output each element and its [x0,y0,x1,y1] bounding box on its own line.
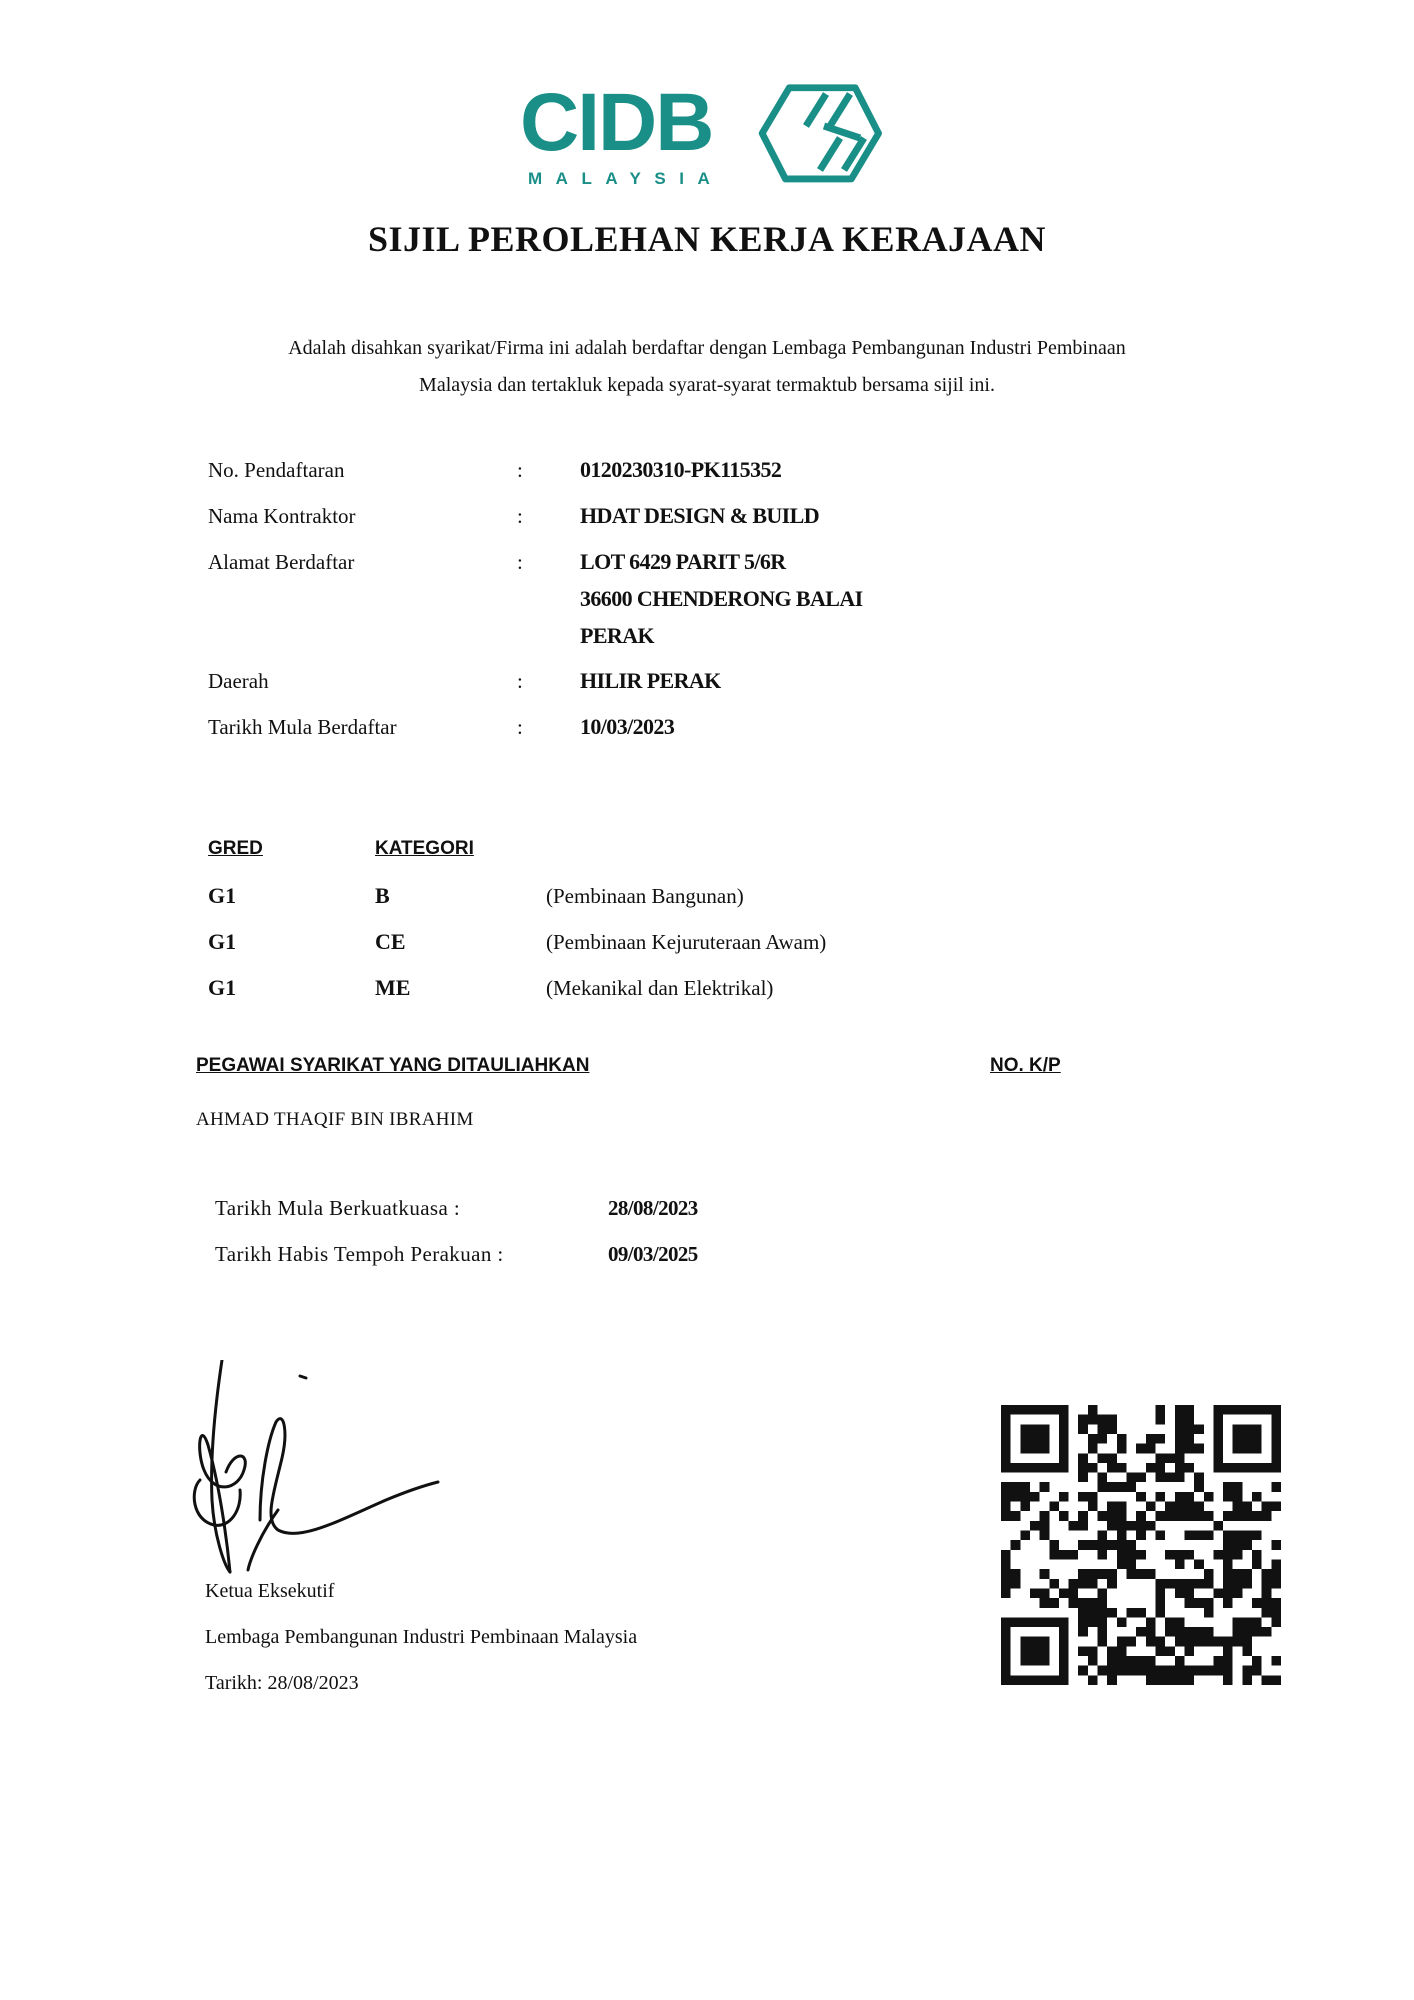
address-line-3: PERAK [580,623,655,648]
category-header: KATEGORI [375,838,474,859]
district-value: HILIR PERAK [580,668,721,693]
registration-date-label: Tarikh Mula Berdaftar [208,715,397,739]
effective-date-label: Tarikh Mula Berkuatkuasa : [215,1196,461,1220]
logo-emblem-icon [762,88,878,179]
colon: : [517,504,523,528]
intro-line-2: Malaysia dan tertakluk kepada syarat-syarat termaktub bersama sijil ini. [419,374,995,396]
registration-number-label: No. Pendaftaran [208,458,345,482]
grade-value: G1 [208,929,237,954]
address-line-2: 36600 CHENDERONG BALAI [580,586,863,611]
intro-line-1: Adalah disahkan syarikat/Firma ini adalah berdaftar dengan Lembaga Pembangunan Industri Pembinaan [288,337,1126,359]
registered-address-value [580,543,863,654]
category-value: ME [375,975,411,1000]
contractor-name-value: HDAT DESIGN & BUILD [580,503,820,528]
officer-header: PEGAWAI SYARIKAT YANG DITAULIAHKAN [196,1055,590,1076]
kp-header: NO. K/P [990,1055,1061,1076]
logo-text: CIDB [520,78,713,168]
grade-header: GRED [208,838,263,859]
officer-name: AHMAD THAQIF BIN IBRAHIM [196,1109,474,1130]
district-label: Daerah [208,669,269,693]
qr-code-icon [1001,1405,1281,1685]
signatory-date: Tarikh: 28/08/2023 [205,1672,359,1694]
signature [190,1360,450,1575]
certificate-title: SIJIL PEROLEHAN KERJA KERAJAAN [367,219,1047,259]
colon: : [517,458,523,482]
colon: : [517,715,523,739]
category-value: CE [375,929,406,954]
category-description: (Pembinaan Kejuruteraan Awam) [546,930,827,954]
contractor-name-label: Nama Kontraktor [208,504,356,528]
category-description: (Pembinaan Bangunan) [546,884,744,908]
category-description: (Mekanikal dan Elektrikal) [546,976,774,1000]
registered-address-label: Alamat Berdaftar [208,550,355,574]
grade-value: G1 [208,975,237,1000]
registration-number-value: 0120230310-PK115352 [580,457,782,482]
category-value: B [375,883,390,908]
signatory-title: Ketua Eksekutif [205,1580,335,1602]
cidb-logo [520,78,900,193]
registration-date-value: 10/03/2023 [580,714,675,739]
address-line-1: LOT 6429 PARIT 5/6R [580,549,786,574]
signatory-organisation: Lembaga Pembangunan Industri Pembinaan Malaysia [205,1626,638,1648]
effective-date-value: 28/08/2023 [608,1196,698,1220]
colon: : [517,669,523,693]
colon: : [517,550,523,574]
expiry-date-value: 09/03/2025 [608,1242,698,1266]
expiry-date-label: Tarikh Habis Tempoh Perakuan : [215,1242,504,1266]
grade-value: G1 [208,883,237,908]
intro-text [150,330,1264,404]
logo-subtext: MALAYSIA [528,169,724,188]
